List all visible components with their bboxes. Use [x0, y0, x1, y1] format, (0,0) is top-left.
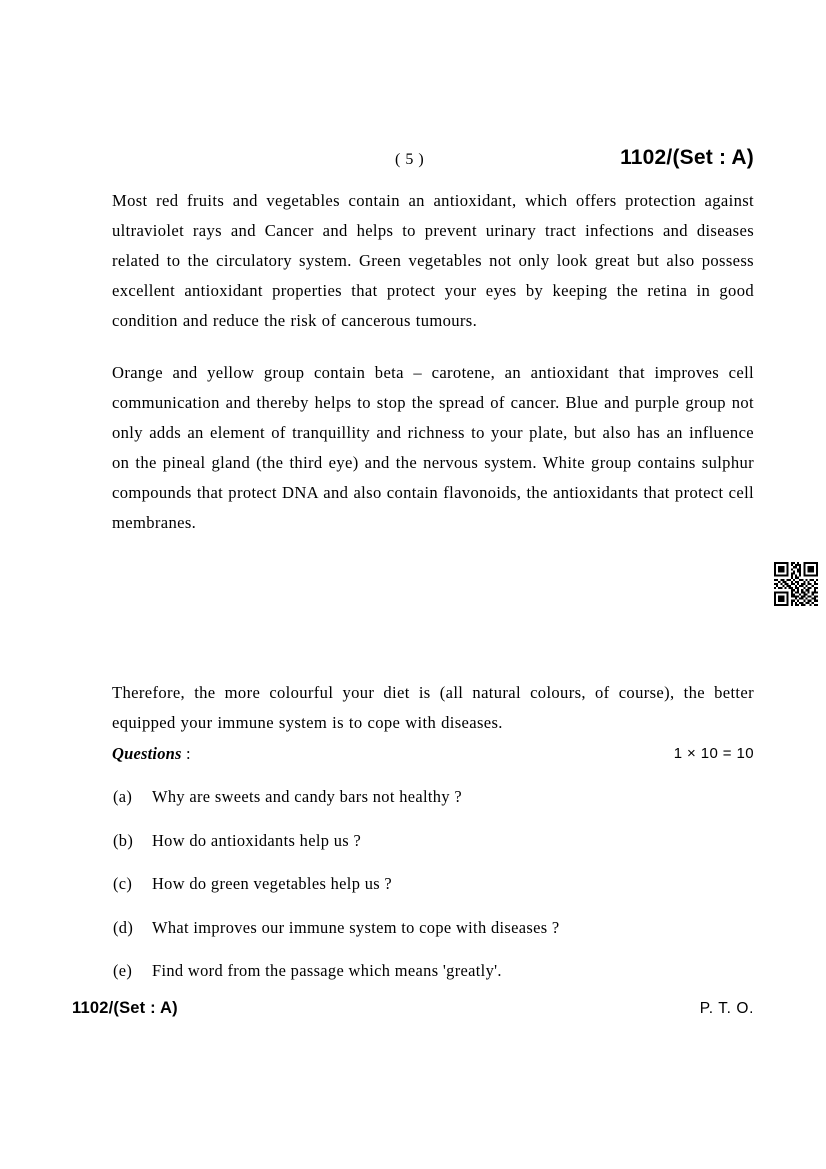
marks-allocation: 1 × 10 = 10 [673, 745, 754, 762]
questions-label-text: Questions [112, 744, 182, 763]
question-label: (b) [113, 830, 134, 850]
question-text: How do antioxidants help us ? [152, 830, 362, 850]
question-text: What improves our immune system to cope with diseases ? [152, 917, 560, 937]
question-label: (a) [113, 787, 133, 806]
question-item [112, 786, 772, 830]
question-item [112, 960, 772, 1004]
passage-paragraph-3: Therefore, the more colourful your diet is (all natural colours, of course), the better equipped your immune system is to cope with diseases. [112, 683, 754, 732]
paper-code-header: 1102/(Set : A) [620, 146, 754, 169]
footer-paper-code: 1102/(Set : A) [72, 999, 178, 1017]
page-number: ( 5 ) [395, 151, 425, 168]
questions-label-colon: : [181, 744, 191, 763]
turn-over-note: P. T. O. [699, 1000, 754, 1017]
page-footer [72, 999, 754, 1025]
question-text: Why are sweets and candy bars not healthy ? [152, 787, 462, 806]
page-header [112, 146, 754, 180]
question-item [112, 873, 772, 917]
question-label: (d) [113, 917, 134, 937]
questions-label [112, 744, 191, 764]
questions-list [112, 786, 772, 1004]
question-label: (e) [113, 961, 133, 980]
question-label: (c) [113, 874, 133, 893]
qr-code [774, 562, 818, 606]
question-item [112, 917, 772, 961]
question-item [112, 830, 772, 874]
passage-paragraph-2: Orange and yellow group contain beta – carotene, an antioxidant that improves cell communication and thereby helps to stop the spread of cancer. Blue and purple group not only adds an element of tranquillity and richness to your plate, but also has an influence on the pineal gland (the third eye) and the nervous system. White group contains sulphur compounds that protect DNA and also contain flavonoids, the antioxidants that protect cell membranes. [112, 363, 754, 532]
question-text: Find word from the passage which means 'greatly'. [152, 961, 502, 980]
question-text: How do green vegetables help us ? [152, 874, 393, 893]
passage-paragraph-1: Most red fruits and vegetables contain an antioxidant, which offers protection against ultraviolet rays and Cancer and helps to prevent urinary tract infections and diseases related to the circulatory system. Green vegetables not only look great but also possess excellent antioxidant properties that protect your eyes by keeping the retina in good condition and reduce the risk of cancerous tumours. [112, 191, 754, 330]
questions-heading-row [112, 744, 754, 768]
